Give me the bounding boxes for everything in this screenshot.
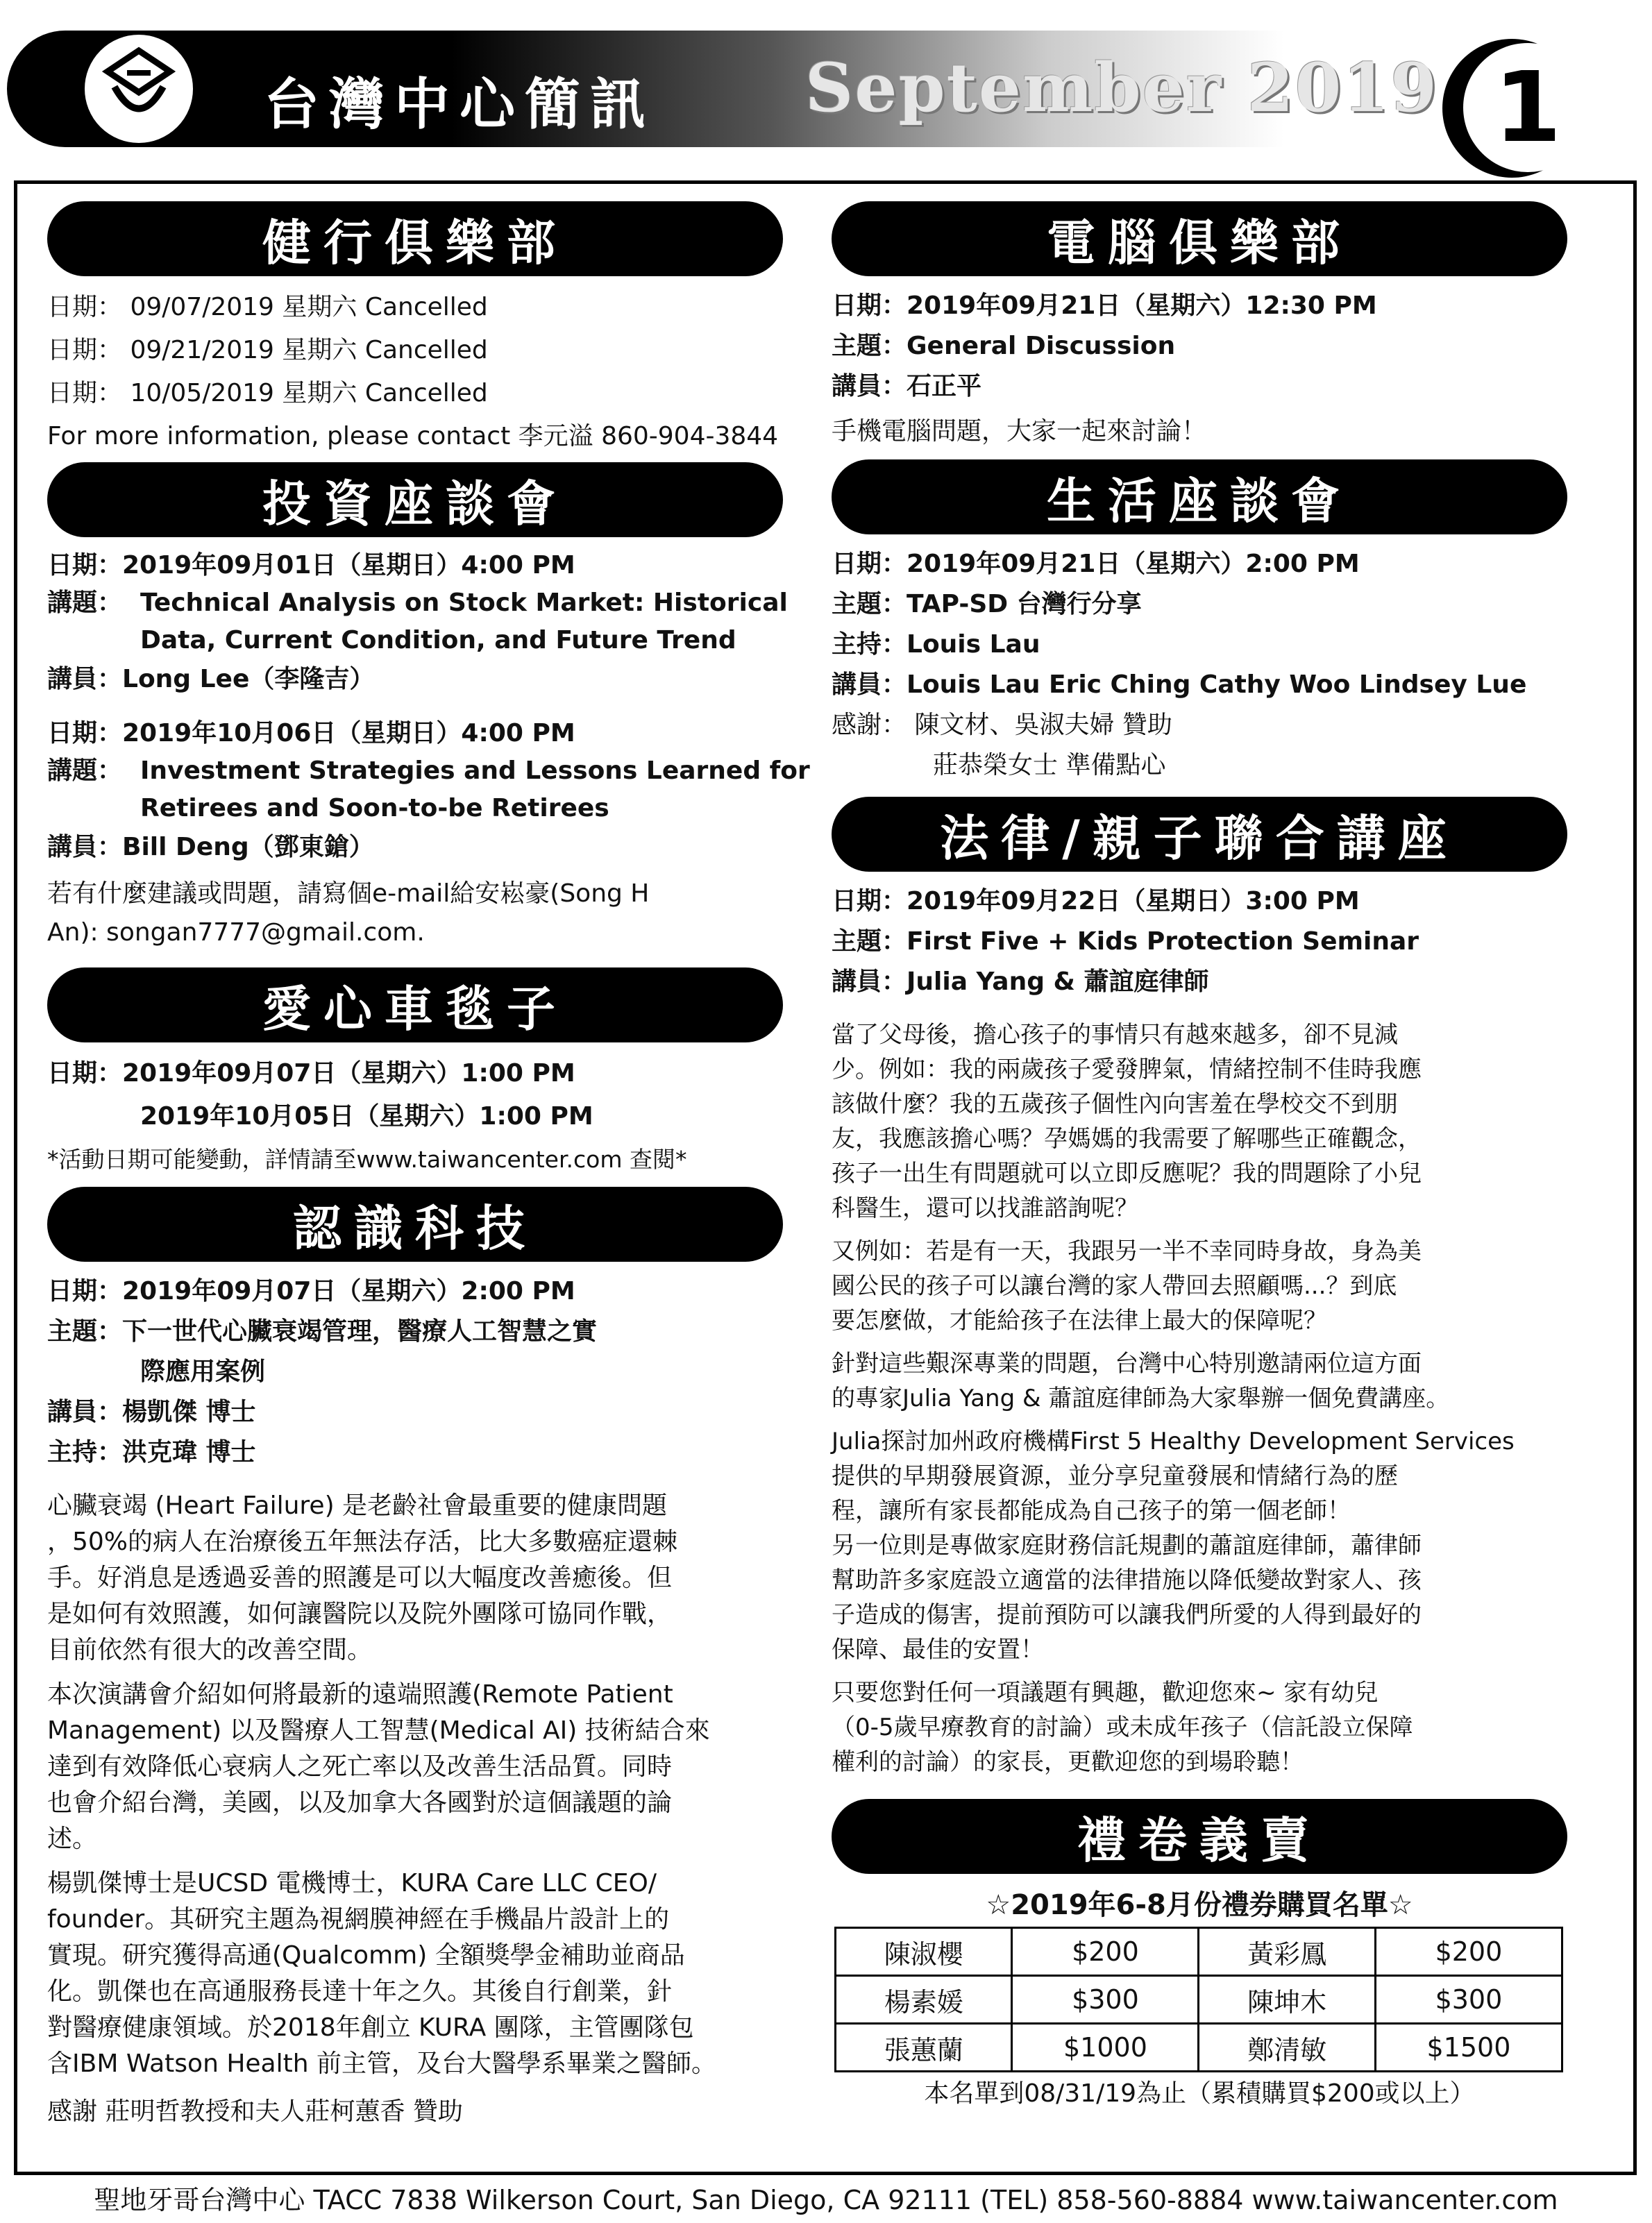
table-row (836, 2024, 1562, 2072)
invest-ev2-topic (47, 752, 810, 790)
tech-speaker: 講員：楊凱傑 博士 (47, 1398, 256, 1426)
tech-thanks: 感謝 莊明哲教授和夫人莊柯蕙香 贊助 (47, 2097, 463, 2126)
blanket-header: 愛心車毯子 (47, 967, 783, 1042)
life-topic: 主題：TAP-SD 台灣行分享 (832, 590, 1142, 618)
invest-ev2-date: 日期：2019年10月06日（星期日）4:00 PM (47, 719, 575, 747)
invest-ev2-speaker: 講員：Bill Deng（鄧東鎗） (47, 833, 374, 861)
computer-note: 手機電腦問題，大家一起來討論！ (832, 417, 1207, 446)
investment-seminar-header: 投資座談會 (47, 462, 783, 537)
issue-date: September 2019 (805, 49, 1438, 127)
table-row (836, 1928, 1562, 1976)
buyer-name: 鄭清敏 (1199, 2024, 1375, 2072)
fitness-date-3: 日期： 10/05/2019 星期六 Cancelled (47, 379, 488, 407)
buyer-name: 陳坤木 (1199, 1976, 1375, 2024)
law-speaker: 講員：Julia Yang & 蕭誼庭律師 (832, 967, 1209, 996)
computer-date: 日期：2019年09月21日（星期六）12:30 PM (832, 291, 1377, 320)
fitness-contact: For more information, please contact 李元溢 860-904-3844 (47, 422, 779, 450)
page-number: 1 (1463, 43, 1592, 172)
law-paragraph-1: 當了父母後，擔心孩子的事情只有越來越多，卻不見減 少。例如：我的兩歲孩子愛發脾氣，情緒控制不佳時我應 該做什麼？我的五歲孩子個性內向害羞在學校交不到朋 友，我應該擔心嗎？孕媽媽的我需要了解哪些正確觀念， 孩子一出生有問題就可以立即反應呢？我的問題除了小兒 科醫生，還可以找誰諮詢呢？ (832, 1021, 1422, 1222)
computer-topic: 主題：General Discussion (832, 332, 1176, 360)
life-thanks-2: 莊恭榮女士 準備點心 (933, 751, 1166, 779)
invest-ev2-topic-1: Investment Strategies and Lessons Learned for (140, 757, 810, 785)
invest-ev2-topic-label: 講題： (47, 757, 123, 785)
fitness-date-2: 日期： 09/21/2019 星期六 Cancelled (47, 336, 488, 364)
purchase-amount: $200 (1012, 1928, 1199, 1976)
gift-purchase-table (834, 1927, 1563, 2072)
computer-club-header: 電腦俱樂部 (832, 201, 1567, 276)
right-column (832, 201, 1567, 2115)
purchase-amount: $300 (1012, 1976, 1199, 2024)
invest-ev1-speaker: 講員：Long Lee（李隆吉） (47, 665, 375, 693)
computer-speaker: 講員：石正平 (832, 372, 982, 400)
left-column (47, 201, 810, 2133)
fitness-date-1: 日期： 09/07/2019 星期六 Cancelled (47, 293, 488, 321)
life-speaker: 講員：Louis Lau Eric Ching Cathy Woo Lindsey Lue (832, 670, 1527, 699)
life-date: 日期：2019年09月21日（星期六）2:00 PM (832, 550, 1360, 578)
blanket-date-1: 日期：2019年09月07日（星期六）1:00 PM (47, 1059, 575, 1088)
buyer-name: 張蕙蘭 (836, 2024, 1012, 2072)
purchase-amount: $1500 (1375, 2024, 1562, 2072)
gift-list-note: 本名單到08/31/19為止（累積購買$200或以上） (924, 2079, 1475, 2108)
invest-ev1-date: 日期：2019年09月01日（星期日）4:00 PM (47, 551, 575, 580)
tech-date: 日期：2019年09月07日（星期六）2:00 PM (47, 1277, 575, 1305)
gift-list-title: ☆2019年6-8月份禮券購買名單☆ (986, 1889, 1413, 1921)
purchase-amount: $200 (1375, 1928, 1562, 1976)
buyer-name: 陳淑櫻 (836, 1928, 1012, 1976)
tech-paragraph-2: 本次演講會介紹如何將最新的遠端照護(Remote Patient Management) 以及醫療人工智慧(Medical AI) 技術結合來 達到有效降低心衰病人之死亡率以及改善生活品質。同時 也會介紹台灣，美國，以及加拿大各國對於這個議題的論 述。 (47, 1680, 710, 1853)
law-paragraph-3: 針對這些艱深專業的問題，台灣中心特別邀請兩位這方面 的專家Julia Yang & 蕭誼庭律師為大家舉辦一個免費講座。 (832, 1350, 1450, 1412)
tacc-logo-icon (81, 31, 197, 147)
invest-ev1-topic (47, 584, 788, 622)
gift-certificate-header: 禮卷義賣 (832, 1799, 1567, 1874)
invest-ev2-topic-2: Retirees and Soon-to-be Retirees (140, 794, 609, 822)
tech-paragraph-3: 楊凱傑博士是UCSD 電機博士，KURA Care LLC CEO/ founder。其研究主題為視網膜神經在手機晶片設計上的 實現。研究獲得高通(Qualcomm) 全額獎學金補助並商品 化。凱傑也在高通服務長達十年之久。其後自行創業，針 對醫療健康領域。於2018年創立 KURA 團隊，主管團隊包 含IBM Watson Health 前主管，及台大醫學系畢業之醫師。 (47, 1869, 716, 2078)
invest-ev1-topic-2: Data, Current Condition, and Future Trend (140, 626, 736, 654)
tech-paragraph-1: 心臟衰竭 (Heart Failure) 是老齡社會最重要的健康問題 ，50%的病人在治療後五年無法存活，比大多數癌症還棘 手。好消息是透過妥善的照護是可以大幅度改善癒後。但 是如何有效照護，如何讓醫院以及院外團隊可協同作戰， 目前依然有很大的改善空間。 (47, 1491, 678, 1664)
buyer-name: 楊素媛 (836, 1976, 1012, 2024)
law-seminar-header: 法律/親子聯合講座 (832, 797, 1567, 872)
law-paragraph-5: 只要您對任何一項議題有興趣，歡迎您來~ 家有幼兒 （0-5歲早療教育的討論）或未成年孩子（信託設立保障 權利的討論）的家長，更歡迎您的到場聆聽！ (832, 1679, 1413, 1776)
purchase-amount: $300 (1375, 1976, 1562, 2024)
blanket-note: *活動日期可能變動，詳情請至www.taiwancenter.com 查閱* (47, 1146, 687, 1173)
life-seminar-header: 生活座談會 (832, 459, 1567, 534)
invest-ev1-topic-label: 講題： (47, 589, 123, 617)
invest-ev1-topic-1: Technical Analysis on Stock Market: Historical (140, 589, 788, 617)
table-row (836, 1976, 1562, 2024)
invest-note-1: 若有什麼建議或問題，請寫個e-mail給安崧豪(Song H (47, 879, 650, 908)
newsletter-title: 台灣中心簡訊 (264, 72, 655, 137)
law-date: 日期：2019年09月22日（星期日）3:00 PM (832, 887, 1360, 915)
tech-topic-2: 際應用案例 (140, 1358, 266, 1386)
invest-note-2: An): songan7777@gmail.com. (47, 918, 425, 947)
life-host: 主持：Louis Lau (832, 630, 1040, 659)
fitness-club-header: 健行俱樂部 (47, 201, 783, 276)
law-topic: 主題：First Five + Kids Protection Seminar (832, 927, 1419, 956)
law-paragraph-2: 又例如：若是有一天，我跟另一半不幸同時身故，身為美 國公民的孩子可以讓台灣的家人帶回去照顧嗎...？到底 要怎麼做，才能給孩子在法律上最大的保障呢？ (832, 1237, 1422, 1335)
tech-topic-1: 主題：下一世代心臟衰竭管理，醫療人工智慧之實 (47, 1317, 598, 1346)
law-paragraph-4: Julia探討加州政府機構First 5 Healthy Development Services 提供的早期發展資源，並分享兒童發展和情緒行為的歷 程，讓所有家長都能成為自己孩子的第一個老師！ 另一位則是專做家庭財務信託規劃的蕭誼庭律師，蕭律師 幫助許多家庭設立適當的法律措施以降低變故對家人、孩 子造成的傷害，提前預防可以讓我們所愛的人得到最好的 保障、最佳的安置！ (832, 1428, 1515, 1664)
blanket-date-2: 2019年10月05日（星期六）1:00 PM (140, 1102, 593, 1131)
tech-header: 認識科技 (47, 1187, 783, 1262)
tech-host: 主持：洪克瑋 博士 (47, 1438, 256, 1466)
buyer-name: 黃彩鳳 (1199, 1928, 1375, 1976)
footer-address: 聖地牙哥台灣中心 TACC 7838 Wilkerson Court, San Diego, CA 92111 (TEL) 858-560-8884 www.taiwancenter.com (94, 2185, 1558, 2215)
life-thanks-1: 感謝： 陳文材、吳淑夫婦 贊助 (832, 711, 1172, 739)
purchase-amount: $1000 (1012, 2024, 1199, 2072)
